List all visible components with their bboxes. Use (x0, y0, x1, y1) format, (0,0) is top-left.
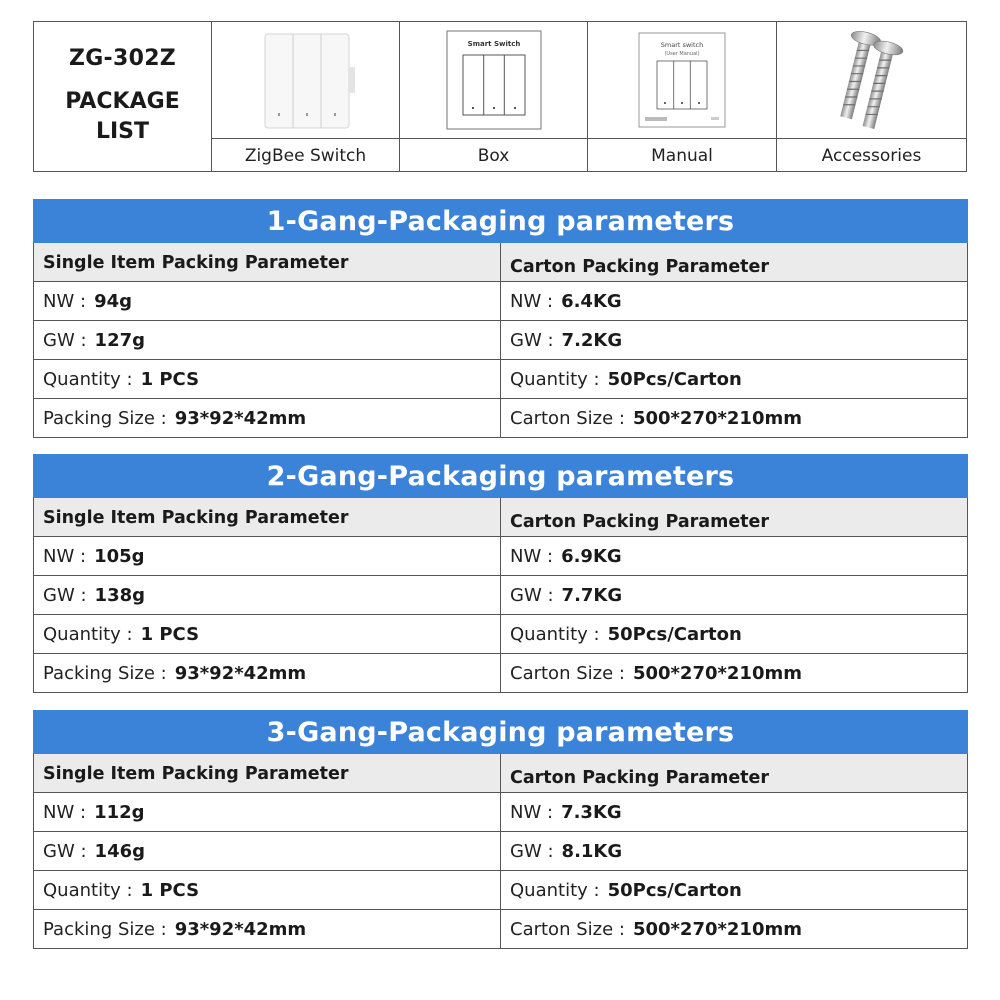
param-label: NW : (510, 801, 554, 823)
section-2-gang (33, 454, 968, 693)
section-title: 2-Gang-Packaging parameters (33, 454, 968, 498)
table-header-row (34, 498, 967, 536)
param-label: GW : (43, 329, 87, 351)
switch-panel-icon (212, 22, 399, 139)
screws-icon (777, 22, 966, 139)
param-label: NW : (43, 545, 87, 567)
param-value: 93*92*42mm (174, 918, 307, 940)
table-header-row (34, 754, 967, 792)
table-row (34, 281, 967, 320)
package-item-switch (212, 22, 400, 171)
package-list (33, 21, 967, 172)
package-title-cell (34, 22, 212, 171)
table-row (34, 359, 967, 398)
param-value: 7.7KG (561, 584, 623, 606)
param-value: 146g (94, 840, 146, 862)
table-row (34, 909, 967, 948)
param-label: GW : (510, 840, 554, 862)
package-item-label: Box (477, 146, 510, 166)
param-label: GW : (43, 840, 87, 862)
param-label: NW : (510, 545, 554, 567)
package-item-label: Manual (651, 146, 713, 166)
param-label: Quantity : (510, 623, 600, 645)
section-title: 1-Gang-Packaging parameters (33, 199, 968, 243)
table-row (34, 792, 967, 831)
param-value: 138g (94, 584, 146, 606)
param-label: NW : (510, 290, 554, 312)
param-value: 1 PCS (140, 368, 200, 390)
table-row (34, 320, 967, 359)
param-label: Carton Size : (510, 918, 625, 940)
param-label: Packing Size : (43, 407, 167, 429)
param-label: Quantity : (510, 368, 600, 390)
carton-header: Carton Packing Parameter (510, 257, 770, 277)
param-label: Carton Size : (510, 407, 625, 429)
package-item-label: Accessories (821, 146, 922, 166)
param-label: Packing Size : (43, 918, 167, 940)
table-row (34, 614, 967, 653)
param-value: 50Pcs/Carton (607, 879, 742, 901)
package-title: PACKAGE LIST (65, 89, 180, 144)
package-item-box (400, 22, 588, 171)
param-label: GW : (510, 584, 554, 606)
param-label: Quantity : (43, 368, 133, 390)
table-row (34, 831, 967, 870)
box-icon (400, 22, 587, 139)
table-row (34, 536, 967, 575)
param-label: NW : (43, 290, 87, 312)
table-row (34, 653, 967, 692)
param-value: 6.4KG (561, 290, 622, 312)
table-row (34, 870, 967, 909)
package-item-label: ZigBee Switch (244, 146, 367, 166)
param-value: 112g (94, 801, 145, 823)
param-value: 7.3KG (561, 801, 622, 823)
section-title: 3-Gang-Packaging parameters (33, 710, 968, 754)
param-label: NW : (43, 801, 87, 823)
parameter-table (33, 754, 968, 949)
param-value: 127g (94, 329, 146, 351)
param-label: Carton Size : (510, 662, 625, 684)
param-value: 93*92*42mm (174, 407, 307, 429)
single-item-header: Single Item Packing Parameter (34, 754, 501, 792)
table-row (34, 575, 967, 614)
param-label: Quantity : (510, 879, 600, 901)
carton-header: Carton Packing Parameter (510, 768, 770, 788)
param-label: Quantity : (43, 879, 133, 901)
param-label: GW : (510, 329, 554, 351)
box-print-text: Smart Switch (467, 40, 520, 48)
table-row (34, 398, 967, 437)
parameter-table (33, 498, 968, 693)
param-value: 105g (94, 545, 145, 567)
param-value: 93*92*42mm (174, 662, 307, 684)
model-number: ZG-302Z (68, 46, 177, 71)
param-label: Packing Size : (43, 662, 167, 684)
param-value: 6.9KG (561, 545, 622, 567)
param-value: 500*270*210mm (632, 407, 802, 429)
param-value: 500*270*210mm (632, 662, 802, 684)
param-label: GW : (43, 584, 87, 606)
table-header-row (34, 243, 967, 281)
single-item-header: Single Item Packing Parameter (34, 243, 501, 281)
param-value: 500*270*210mm (632, 918, 802, 940)
section-3-gang (33, 710, 968, 949)
manual-print-subtitle: (User Manual) (664, 51, 700, 57)
manual-icon (588, 22, 776, 139)
single-item-header: Single Item Packing Parameter (34, 498, 501, 536)
param-value: 50Pcs/Carton (607, 623, 742, 645)
param-value: 94g (94, 290, 132, 312)
param-value: 1 PCS (140, 879, 200, 901)
param-value: 8.1KG (561, 840, 623, 862)
manual-print-title: Smart switch (660, 41, 704, 49)
param-value: 50Pcs/Carton (607, 368, 742, 390)
package-item-manual (588, 22, 777, 171)
param-label: Quantity : (43, 623, 133, 645)
param-value: 7.2KG (561, 329, 623, 351)
package-item-accessories (777, 22, 966, 171)
parameter-table (33, 243, 968, 438)
param-value: 1 PCS (140, 623, 200, 645)
section-1-gang (33, 199, 968, 438)
carton-header: Carton Packing Parameter (510, 512, 770, 532)
